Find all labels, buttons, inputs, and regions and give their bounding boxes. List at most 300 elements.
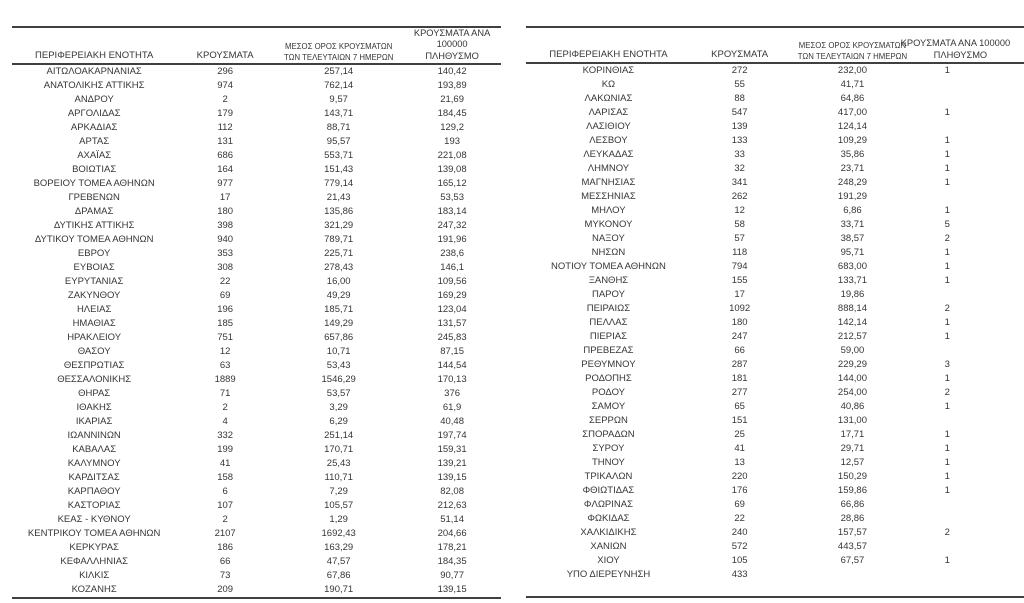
table-row — [12, 387, 501, 401]
table-row — [526, 78, 1024, 92]
table-row — [12, 261, 501, 275]
cell-per100k: 2 — [944, 303, 950, 314]
cell-cases: 71 — [219, 388, 231, 399]
cell-cases — [691, 582, 788, 597]
cell-region: ΗΛΕΙΑΣ — [76, 304, 112, 315]
col-header-avg7-line1: ΜΕΣΟΣ ΟΡΟΣ ΚΡΟΥΣΜΑΤΩΝ — [798, 41, 907, 50]
cell-region: ΥΠΟ ΔΙΕΡΕΥΝΗΣΗ — [566, 569, 651, 580]
cell-per100k: 51,14 — [440, 514, 464, 525]
table-row — [526, 344, 1024, 358]
cell-avg7: 185,71 — [324, 304, 354, 315]
cell-avg7: 16,00 — [326, 276, 351, 287]
cell-per100k: 1 — [944, 107, 950, 118]
cell-cases: 240 — [731, 527, 748, 538]
cell-cases: 65 — [734, 401, 745, 412]
table-row — [12, 583, 501, 598]
table-row — [526, 288, 1024, 302]
col-header-avg7-line1: ΜΕΣΟΣ ΟΡΟΣ ΚΡΟΥΣΜΑΤΩΝ — [285, 42, 393, 51]
table-row — [526, 260, 1024, 274]
cell-avg7: 159,86 — [837, 485, 867, 496]
cell-per100k: 1 — [944, 135, 950, 146]
cell-per100k: 2 — [944, 527, 950, 538]
cell-avg7: 229,29 — [837, 359, 867, 370]
cell-per100k: 159,31 — [437, 444, 467, 455]
table-row — [526, 134, 1024, 148]
cell-cases: 940 — [217, 234, 234, 245]
table-row — [526, 218, 1024, 232]
cell-avg7: 149,29 — [324, 318, 354, 329]
cell-per100k: 1 — [944, 401, 950, 412]
cell-per100k: 165,12 — [437, 178, 467, 189]
cell-region: ΚΩ — [601, 79, 616, 90]
cell-avg7: 142,14 — [837, 317, 867, 328]
table-row — [12, 513, 501, 527]
cell-cases: 58 — [734, 219, 745, 230]
table-row — [526, 512, 1024, 526]
table-header-row — [12, 27, 501, 64]
cell-cases: 73 — [219, 570, 231, 581]
cell-region: ΕΥΡΥΤΑΝΙΑΣ — [64, 276, 124, 287]
cell-region: ΙΩΑΝΝΙΝΩΝ — [67, 430, 121, 441]
table-row — [12, 555, 501, 569]
table-row — [526, 316, 1024, 330]
table-row — [526, 148, 1024, 162]
cell-avg7: 248,29 — [837, 177, 867, 188]
cell-avg7: 67,57 — [840, 555, 865, 566]
cell-avg7: 95,57 — [326, 136, 351, 147]
cell-avg7: 779,14 — [324, 178, 354, 189]
cell-per100k: 221,08 — [437, 150, 467, 161]
cell-region: ΚΕΦΑΛΛΗΝΙΑΣ — [60, 556, 128, 567]
table-row — [12, 219, 501, 233]
table-row — [526, 582, 1024, 597]
cell-per100k — [917, 344, 1024, 358]
table-row — [526, 162, 1024, 176]
cell-cases: 209 — [176, 583, 274, 598]
cell-avg7 — [788, 568, 916, 582]
cell-avg7: 135,86 — [324, 206, 354, 217]
cell-per100k: 170,13 — [437, 374, 467, 385]
cell-region: ΑΡΚΑΔΙΑΣ — [70, 122, 118, 133]
col-header-avg7 — [274, 27, 403, 64]
cell-per100k: 183,14 — [437, 206, 467, 217]
cell-avg7: 321,29 — [324, 220, 354, 231]
cell-avg7: 151,43 — [324, 164, 354, 175]
cell-per100k — [917, 498, 1024, 512]
cell-cases: 57 — [734, 233, 745, 244]
cell-per100k: 1 — [944, 317, 950, 328]
cell-avg7: 33,71 — [840, 219, 865, 230]
cell-per100k — [917, 120, 1024, 134]
cell-avg7: 59,00 — [840, 345, 865, 356]
cell-cases: 158 — [217, 472, 234, 483]
cell-region: ΚΙΛΚΙΣ — [79, 570, 110, 581]
cell-region: ΜΥΚΟΝΟΥ — [584, 219, 633, 230]
col-header-avg7-line2: ΤΩΝ ΤΕΛΕΥΤΑΙΩΝ 7 ΗΜΕΡΩΝ — [797, 51, 908, 61]
cell-region: ΤΡΙΚΑΛΩΝ — [584, 471, 633, 482]
cell-cases: 69 — [734, 499, 745, 510]
cell-per100k: 1 — [944, 555, 950, 566]
cell-cases: 105 — [731, 555, 748, 566]
cell-cases: 181 — [731, 373, 748, 384]
cell-region — [526, 582, 691, 597]
cell-cases: 185 — [217, 318, 234, 329]
table-row — [12, 247, 501, 261]
cell-per100k: 131,57 — [437, 318, 467, 329]
cell-region: ΣΑΜΟΥ — [591, 401, 626, 412]
table-row — [12, 457, 501, 471]
table-row — [526, 372, 1024, 386]
cell-region: ΑΧΑΪΑΣ — [77, 150, 112, 161]
cell-per100k: 146,1 — [440, 262, 464, 273]
cell-avg7: 212,57 — [837, 331, 867, 342]
table-row — [12, 191, 501, 205]
cell-region: ΘΗΡΑΣ — [78, 388, 111, 399]
cell-region: ΚΕΡΚΥΡΑΣ — [69, 542, 119, 553]
table-row — [526, 442, 1024, 456]
cell-per100k: 184,45 — [437, 108, 467, 119]
table-row — [12, 303, 501, 317]
col-header-avg7-line2: ΤΩΝ ΤΕΛΕΥΤΑΙΩΝ 7 ΗΜΕΡΩΝ — [284, 52, 394, 62]
cell-avg7: 105,57 — [324, 500, 354, 511]
cell-region: ΕΒΡΟΥ — [77, 248, 111, 259]
cell-avg7: 443,57 — [837, 541, 867, 552]
cell-region: ΕΥΒΟΙΑΣ — [73, 262, 115, 273]
cell-cases: 22 — [734, 513, 745, 524]
table-body-left — [12, 64, 501, 598]
cell-avg7: 40,86 — [840, 401, 865, 412]
cell-avg7: 110,71 — [324, 472, 353, 483]
col-header-cases — [176, 27, 274, 64]
table-row — [12, 135, 501, 149]
cell-per100k: 238,6 — [440, 248, 464, 259]
cell-avg7: 170,71 — [324, 444, 354, 455]
table-row — [12, 233, 501, 247]
cell-per100k: 140,42 — [437, 66, 467, 77]
cell-avg7: 25,43 — [326, 458, 351, 469]
cases-report-sheet — [12, 26, 1024, 599]
cell-region: ΤΗΝΟΥ — [591, 457, 625, 468]
cell-region: ΒΟΡΕΙΟΥ ΤΟΜΕΑ ΑΘΗΝΩΝ — [33, 178, 155, 189]
table-row — [526, 554, 1024, 568]
cell-region: ΛΕΣΒΟΥ — [589, 135, 628, 146]
cell-cases: 112 — [217, 122, 233, 133]
col-header-cases-label: ΚΡΟΥΣΜΑΤΑ — [711, 49, 769, 60]
cell-region: ΠΑΡΟΥ — [591, 289, 625, 300]
cell-region: ΖΑΚΥΝΘΟΥ — [67, 290, 121, 301]
cell-region: ΔΥΤΙΚΟΥ ΤΟΜΕΑ ΑΘΗΝΩΝ — [34, 234, 154, 245]
cell-region: ΣΕΡΡΩΝ — [589, 415, 628, 426]
cell-per100k: 2 — [944, 233, 950, 244]
cell-region: ΑΡΤΑΣ — [79, 136, 110, 147]
cell-region: ΠΕΛΛΑΣ — [589, 317, 628, 328]
cell-cases: 55 — [734, 79, 745, 90]
cell-region: ΑΝΔΡΟΥ — [74, 94, 114, 105]
col-header-cases-label: ΚΡΟΥΣΜΑΤΑ — [196, 50, 254, 61]
cell-region: ΘΕΣΣΑΛΟΝΙΚΗΣ — [57, 374, 132, 385]
table-row — [526, 330, 1024, 344]
cell-cases: 220 — [731, 471, 748, 482]
cell-cases: 180 — [731, 317, 748, 328]
cell-region: ΧΑΝΙΩΝ — [590, 541, 627, 552]
cell-per100k — [917, 568, 1024, 582]
cell-cases: 17 — [734, 289, 745, 300]
cell-cases: 398 — [217, 220, 234, 231]
cell-cases: 107 — [217, 500, 234, 511]
cell-cases: 341 — [731, 177, 748, 188]
table-row — [526, 274, 1024, 288]
table-row — [12, 275, 501, 289]
cell-region: ΚΑΣΤΟΡΙΑΣ — [67, 500, 121, 511]
cell-per100k: 1 — [944, 373, 950, 384]
table-row — [526, 568, 1024, 582]
cell-cases: 63 — [219, 360, 231, 371]
cell-region: ΣΥΡΟΥ — [592, 443, 625, 454]
cell-per100k: 247,32 — [437, 220, 467, 231]
cell-avg7: 1692,43 — [321, 528, 356, 539]
cell-avg7: 21,43 — [326, 192, 351, 203]
cell-cases: 547 — [731, 107, 748, 118]
cell-region: ΦΩΚΙΔΑΣ — [587, 513, 630, 524]
table-row — [526, 400, 1024, 414]
cell-avg7: 1,29 — [329, 514, 348, 525]
cell-region: ΚΟΡΙΝΘΙΑΣ — [582, 65, 635, 76]
col-header-region-label: ΠΕΡΙΦΕΡΕΙΑΚΗ ΕΝΟΤΗΤΑ — [549, 49, 668, 60]
cell-avg7: 38,57 — [840, 233, 865, 244]
cell-cases: 131 — [217, 136, 234, 147]
cell-region: ΜΕΣΣΗΝΙΑΣ — [581, 191, 636, 202]
cell-avg7: 257,14 — [324, 66, 354, 77]
cell-cases: 22 — [219, 276, 231, 287]
cell-region: ΔΡΑΜΑΣ — [74, 206, 114, 217]
cell-per100k: 1 — [944, 247, 950, 258]
cell-per100k: 197,74 — [437, 430, 467, 441]
col-header-per100k-clipped — [900, 27, 1024, 63]
table-row — [526, 470, 1024, 484]
cell-cases: 41 — [219, 458, 231, 469]
table-row — [12, 177, 501, 191]
table-row — [526, 414, 1024, 428]
cell-per100k: 139,15 — [403, 583, 500, 598]
table-row — [12, 331, 501, 345]
table-row — [12, 359, 501, 373]
cell-region: ΣΠΟΡΑΔΩΝ — [582, 429, 635, 440]
cell-avg7: 109,29 — [837, 135, 867, 146]
cell-per100k — [917, 190, 1024, 204]
table-row — [526, 176, 1024, 190]
cell-per100k: 53,53 — [440, 192, 464, 203]
table-row — [526, 190, 1024, 204]
cell-region: ΝΗΣΩΝ — [591, 247, 626, 258]
cell-region: ΒΟΙΩΤΙΑΣ — [72, 164, 117, 175]
cell-per100k: 193,89 — [437, 80, 467, 91]
table-row — [12, 93, 501, 107]
cell-region: ΚΕΑΣ - ΚΥΘΝΟΥ — [57, 514, 131, 525]
cell-region: ΞΑΝΘΗΣ — [588, 275, 629, 286]
cell-avg7: 553,71 — [324, 150, 354, 161]
cell-avg7: 29,71 — [840, 443, 865, 454]
table-row — [12, 163, 501, 177]
cell-avg7: 143,71 — [324, 108, 354, 119]
cell-cases: 287 — [731, 359, 748, 370]
cell-per100k: 1 — [944, 485, 950, 496]
cell-avg7: 3,29 — [329, 402, 348, 413]
cell-region: ΛΑΣΙΘΙΟΥ — [586, 121, 631, 132]
table-row — [526, 232, 1024, 246]
col-header-cases — [691, 27, 788, 63]
cell-region: ΗΡΑΚΛΕΙΟΥ — [67, 332, 122, 343]
cell-region: ΝΑΞΟΥ — [592, 233, 625, 244]
cell-avg7: 12,57 — [840, 457, 865, 468]
cell-per100k: 82,08 — [440, 486, 464, 497]
cell-avg7: 157,57 — [837, 527, 867, 538]
table-row — [526, 498, 1024, 512]
cell-per100k: 1 — [944, 275, 950, 286]
cell-avg7: 64,86 — [840, 93, 865, 104]
cell-region: ΙΚΑΡΙΑΣ — [75, 416, 113, 427]
cell-cases: 199 — [217, 444, 234, 455]
cell-avg7: 251,14 — [324, 430, 354, 441]
cell-per100k: 123,04 — [437, 304, 467, 315]
cell-cases: 2 — [222, 402, 228, 413]
cell-avg7: 254,00 — [837, 387, 867, 398]
cell-per100k — [917, 78, 1024, 92]
cell-avg7: 6,29 — [329, 416, 348, 427]
col-header-per100k-line1: ΚΡΟΥΣΜΑΤΑ ΑΝΑ 100000 — [413, 28, 491, 49]
cell-per100k: 191,96 — [437, 234, 467, 245]
cell-cases: 66 — [219, 556, 231, 567]
col-header-avg7 — [788, 27, 916, 63]
cell-cases: 12 — [219, 346, 231, 357]
cell-per100k: 40,48 — [440, 416, 464, 427]
cell-avg7: 762,14 — [324, 80, 354, 91]
cell-per100k: 1 — [944, 205, 950, 216]
cell-per100k: 193 — [444, 136, 461, 147]
cell-per100k: 21,69 — [440, 94, 464, 105]
cell-avg7: 657,86 — [324, 332, 354, 343]
cell-per100k: 184,35 — [437, 556, 467, 567]
table-header-row — [526, 27, 1024, 63]
cell-per100k — [917, 582, 1024, 597]
cell-cases: 296 — [217, 66, 234, 77]
cell-cases: 41 — [734, 443, 745, 454]
cell-per100k: 3 — [944, 359, 950, 370]
cell-per100k: 1 — [944, 429, 950, 440]
cell-cases: 196 — [217, 304, 234, 315]
table-row — [526, 428, 1024, 442]
cell-cases: 88 — [734, 93, 745, 104]
cell-cases: 6 — [222, 486, 228, 497]
cell-region: ΡΕΘΥΜΝΟΥ — [581, 359, 636, 370]
cell-region: ΘΑΣΟΥ — [77, 346, 111, 357]
cell-avg7: 278,43 — [324, 262, 354, 273]
cell-region: ΛΑΚΩΝΙΑΣ — [584, 93, 633, 104]
cell-avg7: 789,71 — [324, 234, 354, 245]
cell-per100k — [917, 540, 1024, 554]
cell-avg7: 163,29 — [324, 542, 354, 553]
cell-region: ΚΟΖΑΝΗΣ — [12, 583, 176, 598]
table-row — [526, 358, 1024, 372]
cell-per100k — [917, 288, 1024, 302]
table-row — [12, 79, 501, 93]
cell-region: ΜΑΓΝΗΣΙΑΣ — [581, 177, 636, 188]
table-row — [12, 345, 501, 359]
table-row — [526, 456, 1024, 470]
cell-avg7: 49,29 — [326, 290, 351, 301]
cell-cases: 1092 — [729, 303, 751, 314]
table-row — [12, 401, 501, 415]
cell-region: ΚΑΡΔΙΤΣΑΣ — [68, 472, 120, 483]
cell-avg7: 66,86 — [840, 499, 865, 510]
table-row — [526, 540, 1024, 554]
cell-avg7: 19,86 — [840, 289, 865, 300]
cell-region: ΦΛΩΡΙΝΑΣ — [583, 499, 633, 510]
col-header-region-label: ΠΕΡΙΦΕΡΕΙΑΚΗ ΕΝΟΤΗΤΑ — [35, 50, 154, 61]
table-row — [526, 120, 1024, 134]
cell-cases: 277 — [731, 387, 748, 398]
cell-cases: 186 — [217, 542, 234, 553]
cell-per100k: 178,21 — [437, 542, 467, 553]
cell-avg7: 67,86 — [326, 570, 351, 581]
cell-per100k: 144,54 — [437, 360, 467, 371]
cell-region: ΛΗΜΝΟΥ — [587, 163, 630, 174]
table-row — [526, 302, 1024, 316]
cell-avg7: 23,71 — [840, 163, 865, 174]
cell-cases: 308 — [217, 262, 234, 273]
cell-region: ΓΡΕΒΕΝΩΝ — [68, 192, 120, 203]
cell-region: ΠΡΕΒΕΖΑΣ — [583, 345, 634, 356]
cell-avg7: 35,86 — [840, 149, 865, 160]
cell-region: ΛΕΥΚΑΔΑΣ — [583, 149, 634, 160]
cell-region: ΔΥΤΙΚΗΣ ΑΤΤΙΚΗΣ — [53, 220, 135, 231]
cell-avg7: 190,71 — [274, 583, 403, 598]
cell-per100k: 169,29 — [437, 290, 467, 301]
cell-per100k — [917, 414, 1024, 428]
cell-per100k: 109,56 — [437, 276, 467, 287]
cell-cases: 164 — [217, 164, 234, 175]
cell-per100k: 139,21 — [437, 458, 467, 469]
cell-region: ΧΙΟΥ — [597, 555, 620, 566]
cell-cases: 686 — [217, 150, 234, 161]
cell-region: ΗΜΑΘΙΑΣ — [72, 318, 116, 329]
cell-region: ΚΑΒΑΛΑΣ — [72, 444, 117, 455]
cell-per100k — [917, 92, 1024, 106]
cell-avg7: 88,71 — [326, 122, 351, 133]
cell-region: ΧΑΛΚΙΔΙΚΗΣ — [580, 527, 637, 538]
table-row — [12, 121, 501, 135]
table-row — [526, 106, 1024, 120]
cell-region: ΚΕΝΤΡΙΚΟΥ ΤΟΜΕΑ ΑΘΗΝΩΝ — [27, 528, 161, 539]
cell-cases: 794 — [731, 261, 748, 272]
table-row — [12, 107, 501, 121]
table-row — [526, 92, 1024, 106]
table-row — [12, 373, 501, 387]
cell-per100k: 129,2 — [440, 122, 464, 133]
cell-cases: 4 — [222, 416, 228, 427]
cell-avg7: 28,86 — [840, 513, 865, 524]
cell-avg7: 53,43 — [326, 360, 351, 371]
col-header-per100k — [403, 27, 500, 64]
cell-avg7: 1546,29 — [321, 374, 356, 385]
cell-avg7: 417,00 — [837, 107, 867, 118]
cell-per100k: 1 — [944, 471, 950, 482]
col-header-per100k-line2: ΠΛΗΘΥΣΜΟ — [425, 51, 479, 61]
cell-avg7: 9,57 — [329, 94, 348, 105]
cell-region: ΑΝΑΤΟΛΙΚΗΣ ΑΤΤΙΚΗΣ — [43, 80, 145, 91]
cell-region: ΦΘΙΩΤΙΔΑΣ — [582, 485, 635, 496]
table-row — [12, 205, 501, 219]
col-header-per100k-line1: ΚΡΟΥΣΜΑΤΑ ΑΝΑ 100000 — [900, 38, 1011, 48]
